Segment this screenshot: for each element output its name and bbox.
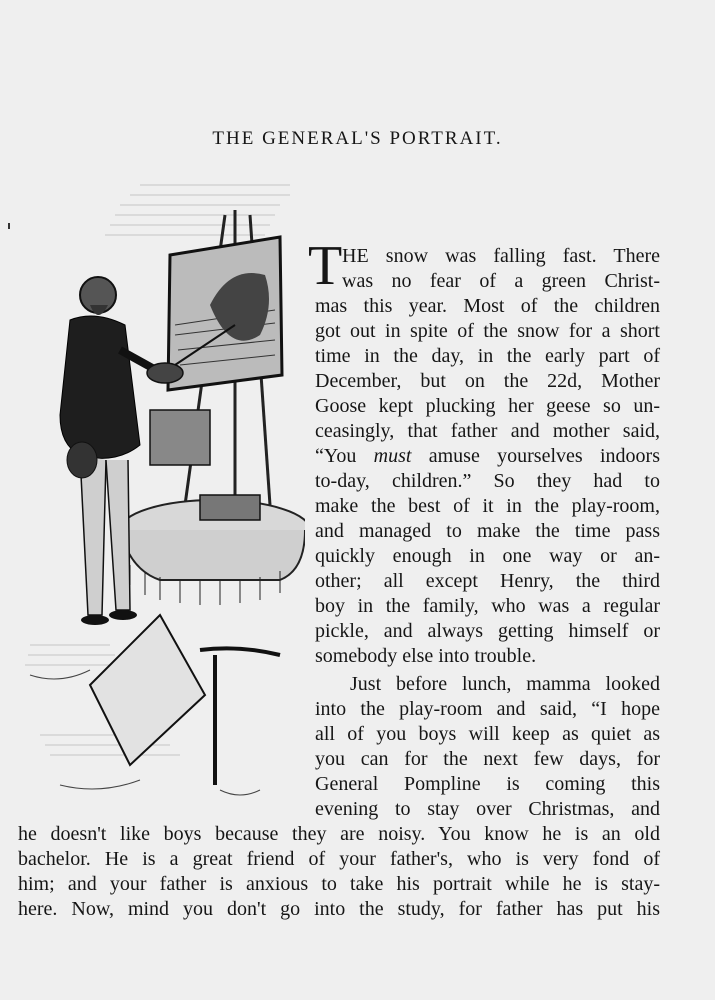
text-segment: “You [315,445,374,467]
margin-mark [8,223,10,229]
text-line: to-day, children.” So they had to [315,470,660,492]
text-line: Goose kept plucking her geese so un- [315,395,660,417]
text-line: you can for the next few days, for [315,748,660,770]
text-line: pickle, and always getting himself or [315,620,660,642]
drop-cap: T [308,235,343,297]
text-line-with-emphasis [315,444,660,469]
text-line: into the play-room and said, “I hope [315,698,660,720]
text-line: boy in the family, who was a regular [315,595,660,617]
text-line: mas this year. Most of the children [315,295,660,317]
text-line: General Pompline is coming this [315,773,660,795]
text-line: got out in spite of the snow for a short [315,320,660,342]
emphasized-word: must [373,445,412,467]
text-segment: amuse yourselves indoors [411,445,660,467]
text-line: was no fear of a green Christ- [342,270,660,292]
text-line: evening to stay over Christmas, and [315,798,660,820]
text-line: quickly enough in one way or an- [315,545,660,567]
text-line: and managed to make the time pass [315,520,660,542]
text-line: here. Now, mind you don't go into the study, for father has put his [18,898,660,920]
text-line: Just before lunch, mamma looked [350,673,660,695]
text-line: somebody else into trouble. [315,645,537,667]
text-line: bachelor. He is a great friend of your father's, who is very fond of [18,848,660,870]
text-line: HE snow was falling fast. There [342,245,660,267]
text-line: other; all except Henry, the third [315,570,660,592]
text-line: December, but on the 22d, Mother [315,370,660,392]
text-line: he doesn't like boys because they are noisy. You know he is an old [18,823,660,845]
text-line: him; and your father is anxious to take his portrait while he is stay- [18,873,660,895]
text-line: make the best of it in the play-room, [315,495,660,517]
text-line: ceasingly, that father and mother said, [315,420,660,442]
text-line: time in the day, in the early part of [315,345,660,367]
text-line: all of you boys will keep as quiet as [315,723,660,745]
page-title: THE GENERAL'S PORTRAIT. [212,128,503,149]
engraving-painter-at-easel-icon [20,175,305,820]
